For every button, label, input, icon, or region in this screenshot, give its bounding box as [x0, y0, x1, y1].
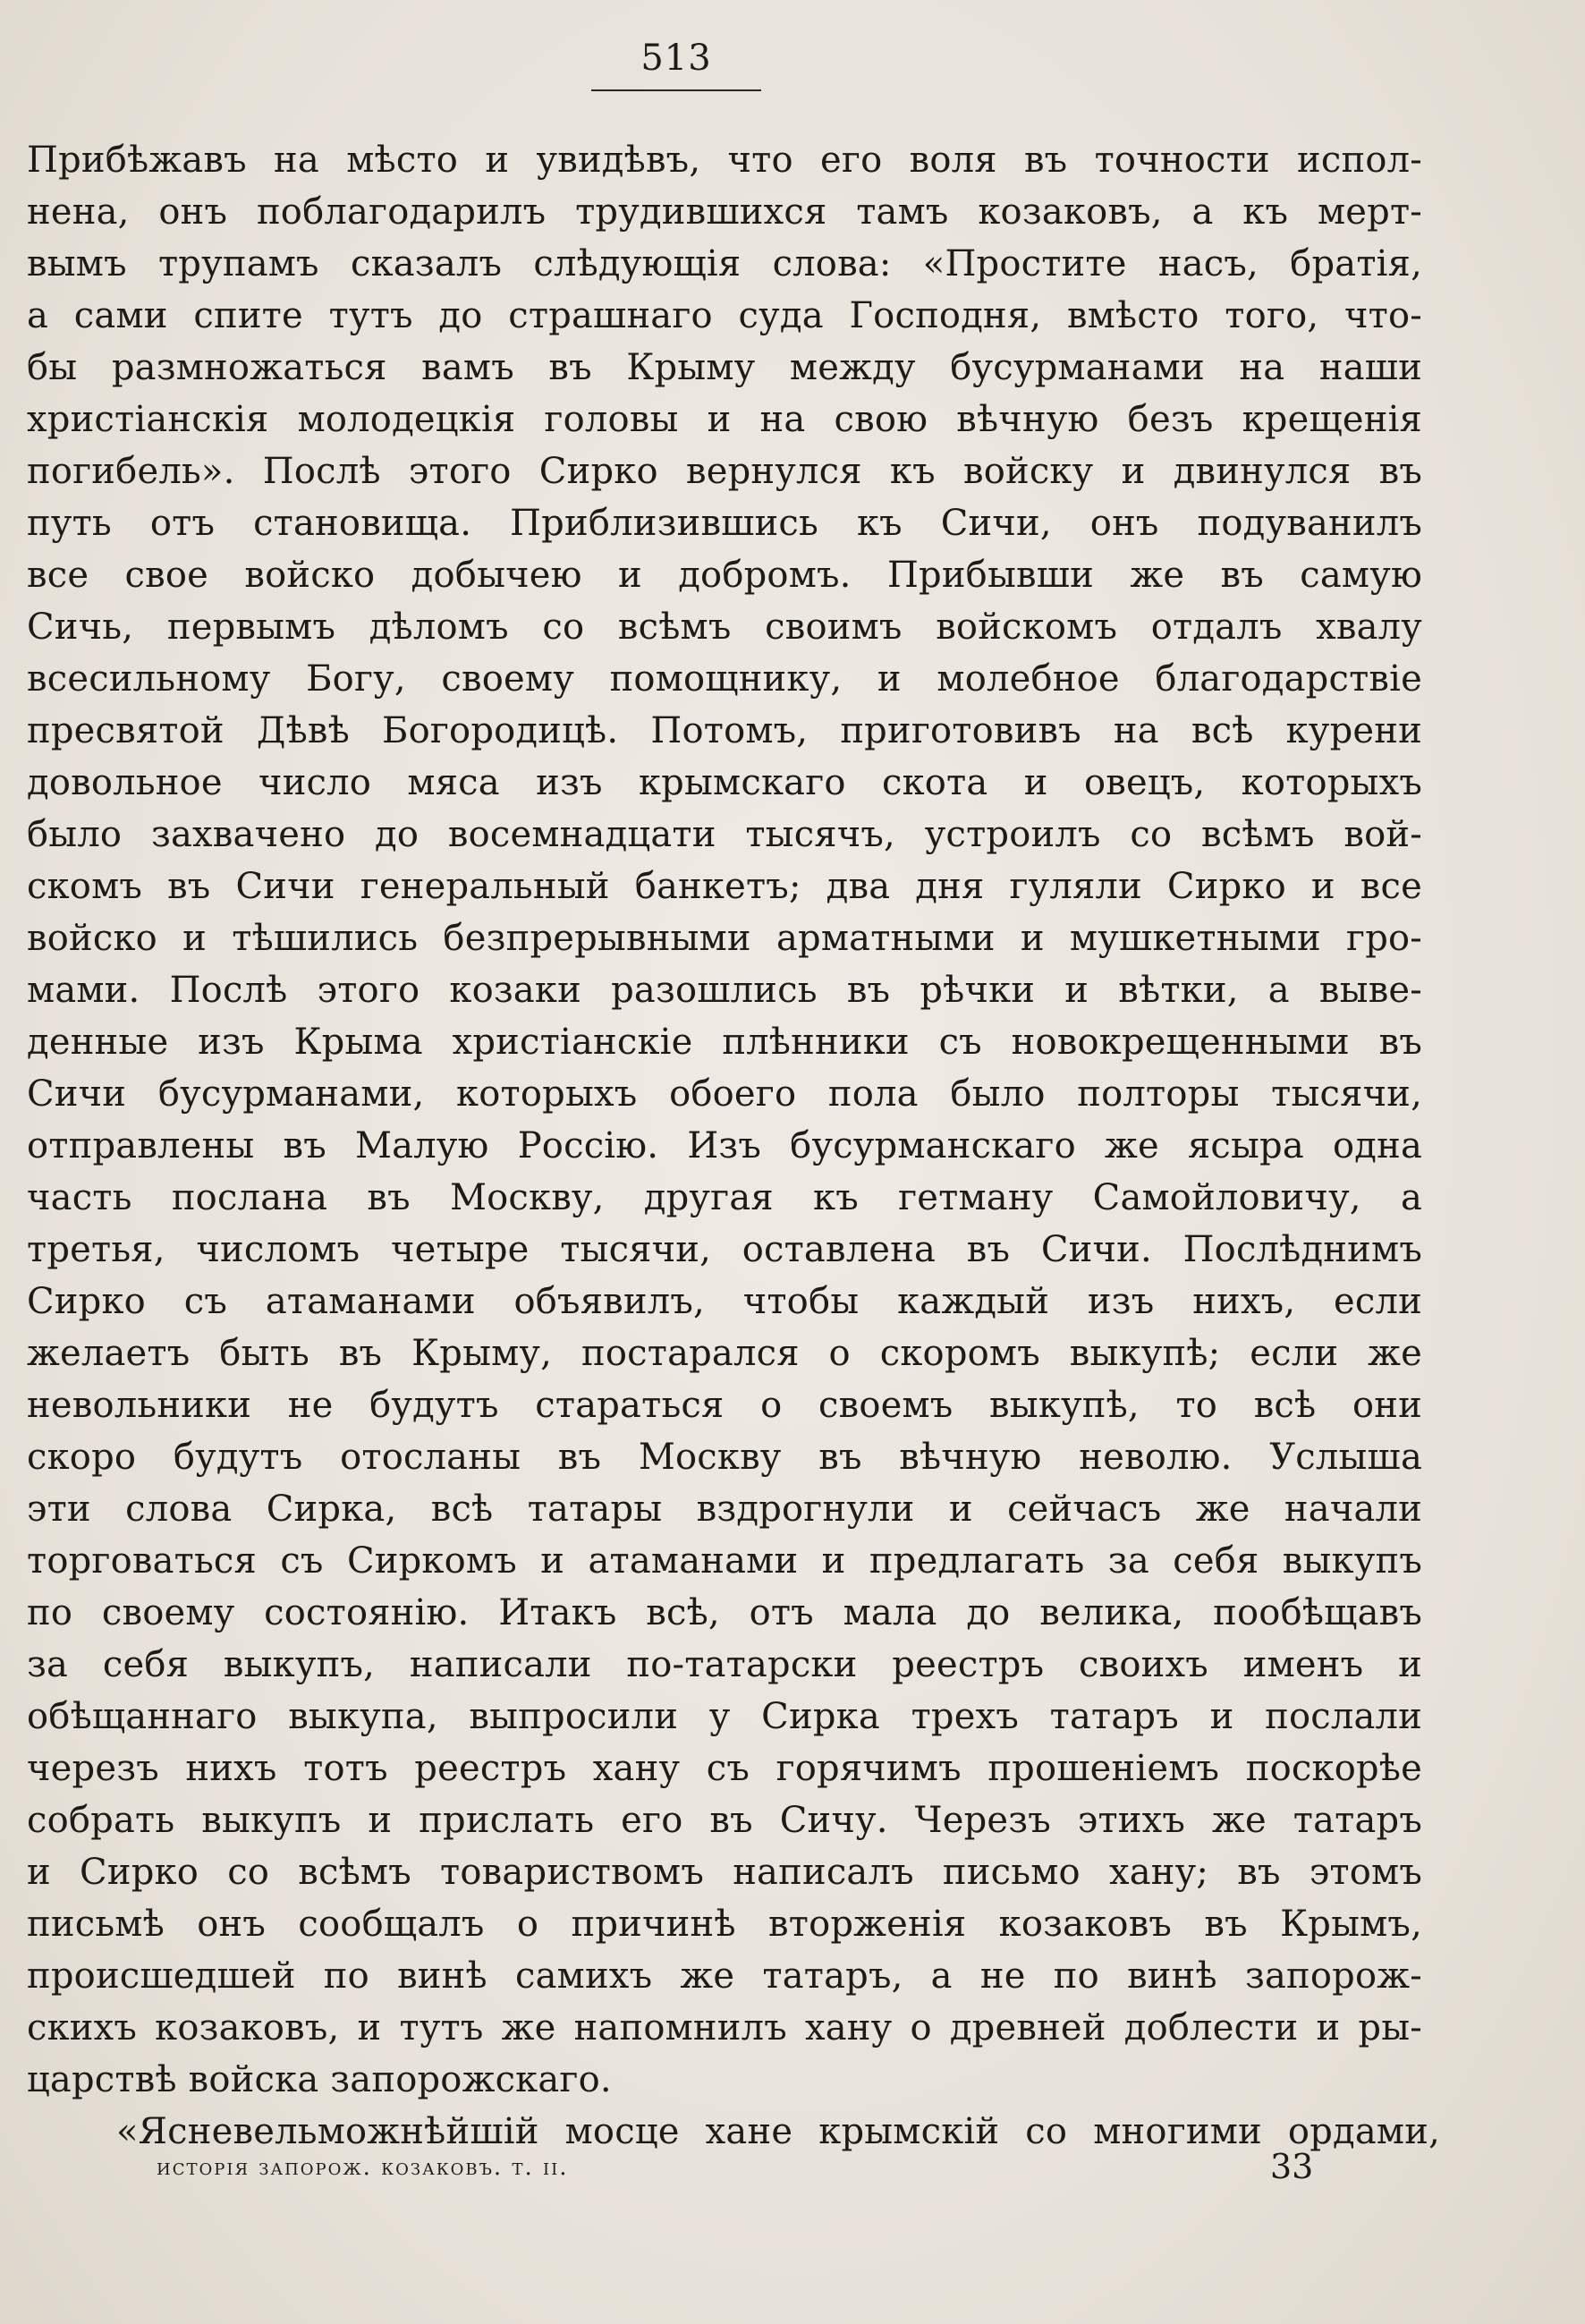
- text-line: собрать выкупъ и прислать его въ Сичу. Черезъ этихъ же татаръ: [27, 1800, 1422, 1841]
- text-line: Сичь, первымъ дѣломъ со всѣмъ своимъ войскомъ отдалъ хвалу: [27, 606, 1422, 648]
- body-text: [0, 134, 1585, 2152]
- text-line: и Сирко со всѣмъ товариствомъ написалъ письмо хану; въ этомъ: [27, 1852, 1422, 1893]
- text-line: часть послана въ Москву, другая къ гетману Самойловичу, а: [27, 1177, 1422, 1218]
- text-line: всесильному Богу, своему помощнику, и молебное благодарствіе: [27, 658, 1422, 700]
- text-line: пресвятой Дѣвѣ Богородицѣ. Потомъ, приготовивъ на всѣ курени: [27, 710, 1422, 751]
- text-line: отправлены въ Малую Россію. Изъ бусурманскаго же ясыра одна: [27, 1125, 1422, 1166]
- text-line: желаетъ быть въ Крыму, постарался о скоромъ выкупѣ; если же: [27, 1333, 1422, 1374]
- text-line: путь отъ становища. Приблизившись къ Сичи, онъ подуванилъ: [27, 503, 1422, 544]
- text-line: довольное число мяса изъ крымскаго скота и овецъ, которыхъ: [27, 762, 1422, 803]
- text-line: Прибѣжавъ на мѣсто и увидѣвъ, что его воля въ точности испол-: [27, 140, 1422, 181]
- page-number: 513: [640, 38, 712, 79]
- text-line: скоро будутъ отосланы въ Москву въ вѣчную неволю. Услыша: [27, 1437, 1422, 1478]
- text-line: все свое войско добычею и добромъ. Прибывши же въ самую: [27, 555, 1422, 596]
- text-line-indented: «Ясневельможнѣйшій мосце хане крымскій со многими ордами,: [116, 2111, 1440, 2152]
- text-line: третья, числомъ четыре тысячи, оставлена въ Сичи. Послѣднимъ: [27, 1229, 1422, 1270]
- text-line: бы размножаться вамъ въ Крыму между бусурманами на наши: [27, 347, 1422, 388]
- page-footer: [0, 2147, 1585, 2208]
- text-line: царствѣ войска запорожскаго.: [27, 2059, 612, 2100]
- text-line: вымъ трупамъ сказалъ слѣдующія слова: «Простите насъ, братія,: [27, 243, 1422, 284]
- text-line: а сами спите тутъ до страшнаго суда Господня, вмѣсто того, что-: [27, 295, 1422, 336]
- text-line: торговаться съ Сиркомъ и атаманами и предлагать за себя выкупъ: [27, 1540, 1422, 1582]
- text-line: эти слова Сирка, всѣ татары вздрогнули и сейчасъ же начали: [27, 1489, 1422, 1530]
- text-line: нена, онъ поблагодарилъ трудившихся тамъ козаковъ, а къ мерт-: [27, 191, 1422, 233]
- page-number-rule: [591, 89, 761, 91]
- text-line: письмѣ онъ сообщалъ о причинѣ вторженія козаковъ въ Крымъ,: [27, 1904, 1422, 1945]
- text-line: было захвачено до восемнадцати тысячъ, устроилъ со всѣмъ вой-: [27, 814, 1422, 855]
- text-line: мами. Послѣ этого козаки разошлись въ рѣчки и вѣтки, а выве-: [27, 970, 1422, 1011]
- text-line: происшедшей по винѣ самихъ же татаръ, а не по винѣ запорож-: [27, 1955, 1422, 1997]
- text-line: Сирко съ атаманами объявилъ, чтобы каждый изъ нихъ, если: [27, 1281, 1422, 1322]
- text-line: войско и тѣшились безпрерывными арматными и мушкетными гро-: [27, 918, 1422, 959]
- text-line: христіанскія молодецкія головы и на свою вѣчную безъ крещенія: [27, 399, 1422, 440]
- text-line: погибель». Послѣ этого Сирко вернулся къ войску и двинулся въ: [27, 451, 1422, 492]
- text-line: Сичи бусурманами, которыхъ обоего пола было полторы тысячи,: [27, 1073, 1422, 1115]
- text-line: скихъ козаковъ, и тутъ же напомнилъ хану о древней доблести и ры-: [27, 2007, 1422, 2048]
- text-line: скомъ въ Сичи генеральный банкетъ; два дня гуляли Сирко и все: [27, 866, 1422, 907]
- text-line: по своему состоянію. Итакъ всѣ, отъ мала до велика, пообѣщавъ: [27, 1592, 1422, 1633]
- text-line: невольники не будутъ стараться о своемъ выкупѣ, то всѣ они: [27, 1385, 1422, 1426]
- text-line: черезъ нихъ тотъ реестръ хану съ горячимъ прошеніемъ поскорѣе: [27, 1748, 1422, 1789]
- text-line: обѣщаннаго выкупа, выпросили у Сирка трехъ татаръ и послали: [27, 1696, 1422, 1737]
- text-line: за себя выкупъ, написали по-татарски реестръ своихъ именъ и: [27, 1644, 1422, 1685]
- signature-mark: 33: [1270, 2147, 1314, 2186]
- running-footer-title: исторія запорож. козаковъ. т. ii.: [157, 2154, 569, 2181]
- text-line: денные изъ Крыма христіанскіе плѣнники съ новокрещенными въ: [27, 1022, 1422, 1063]
